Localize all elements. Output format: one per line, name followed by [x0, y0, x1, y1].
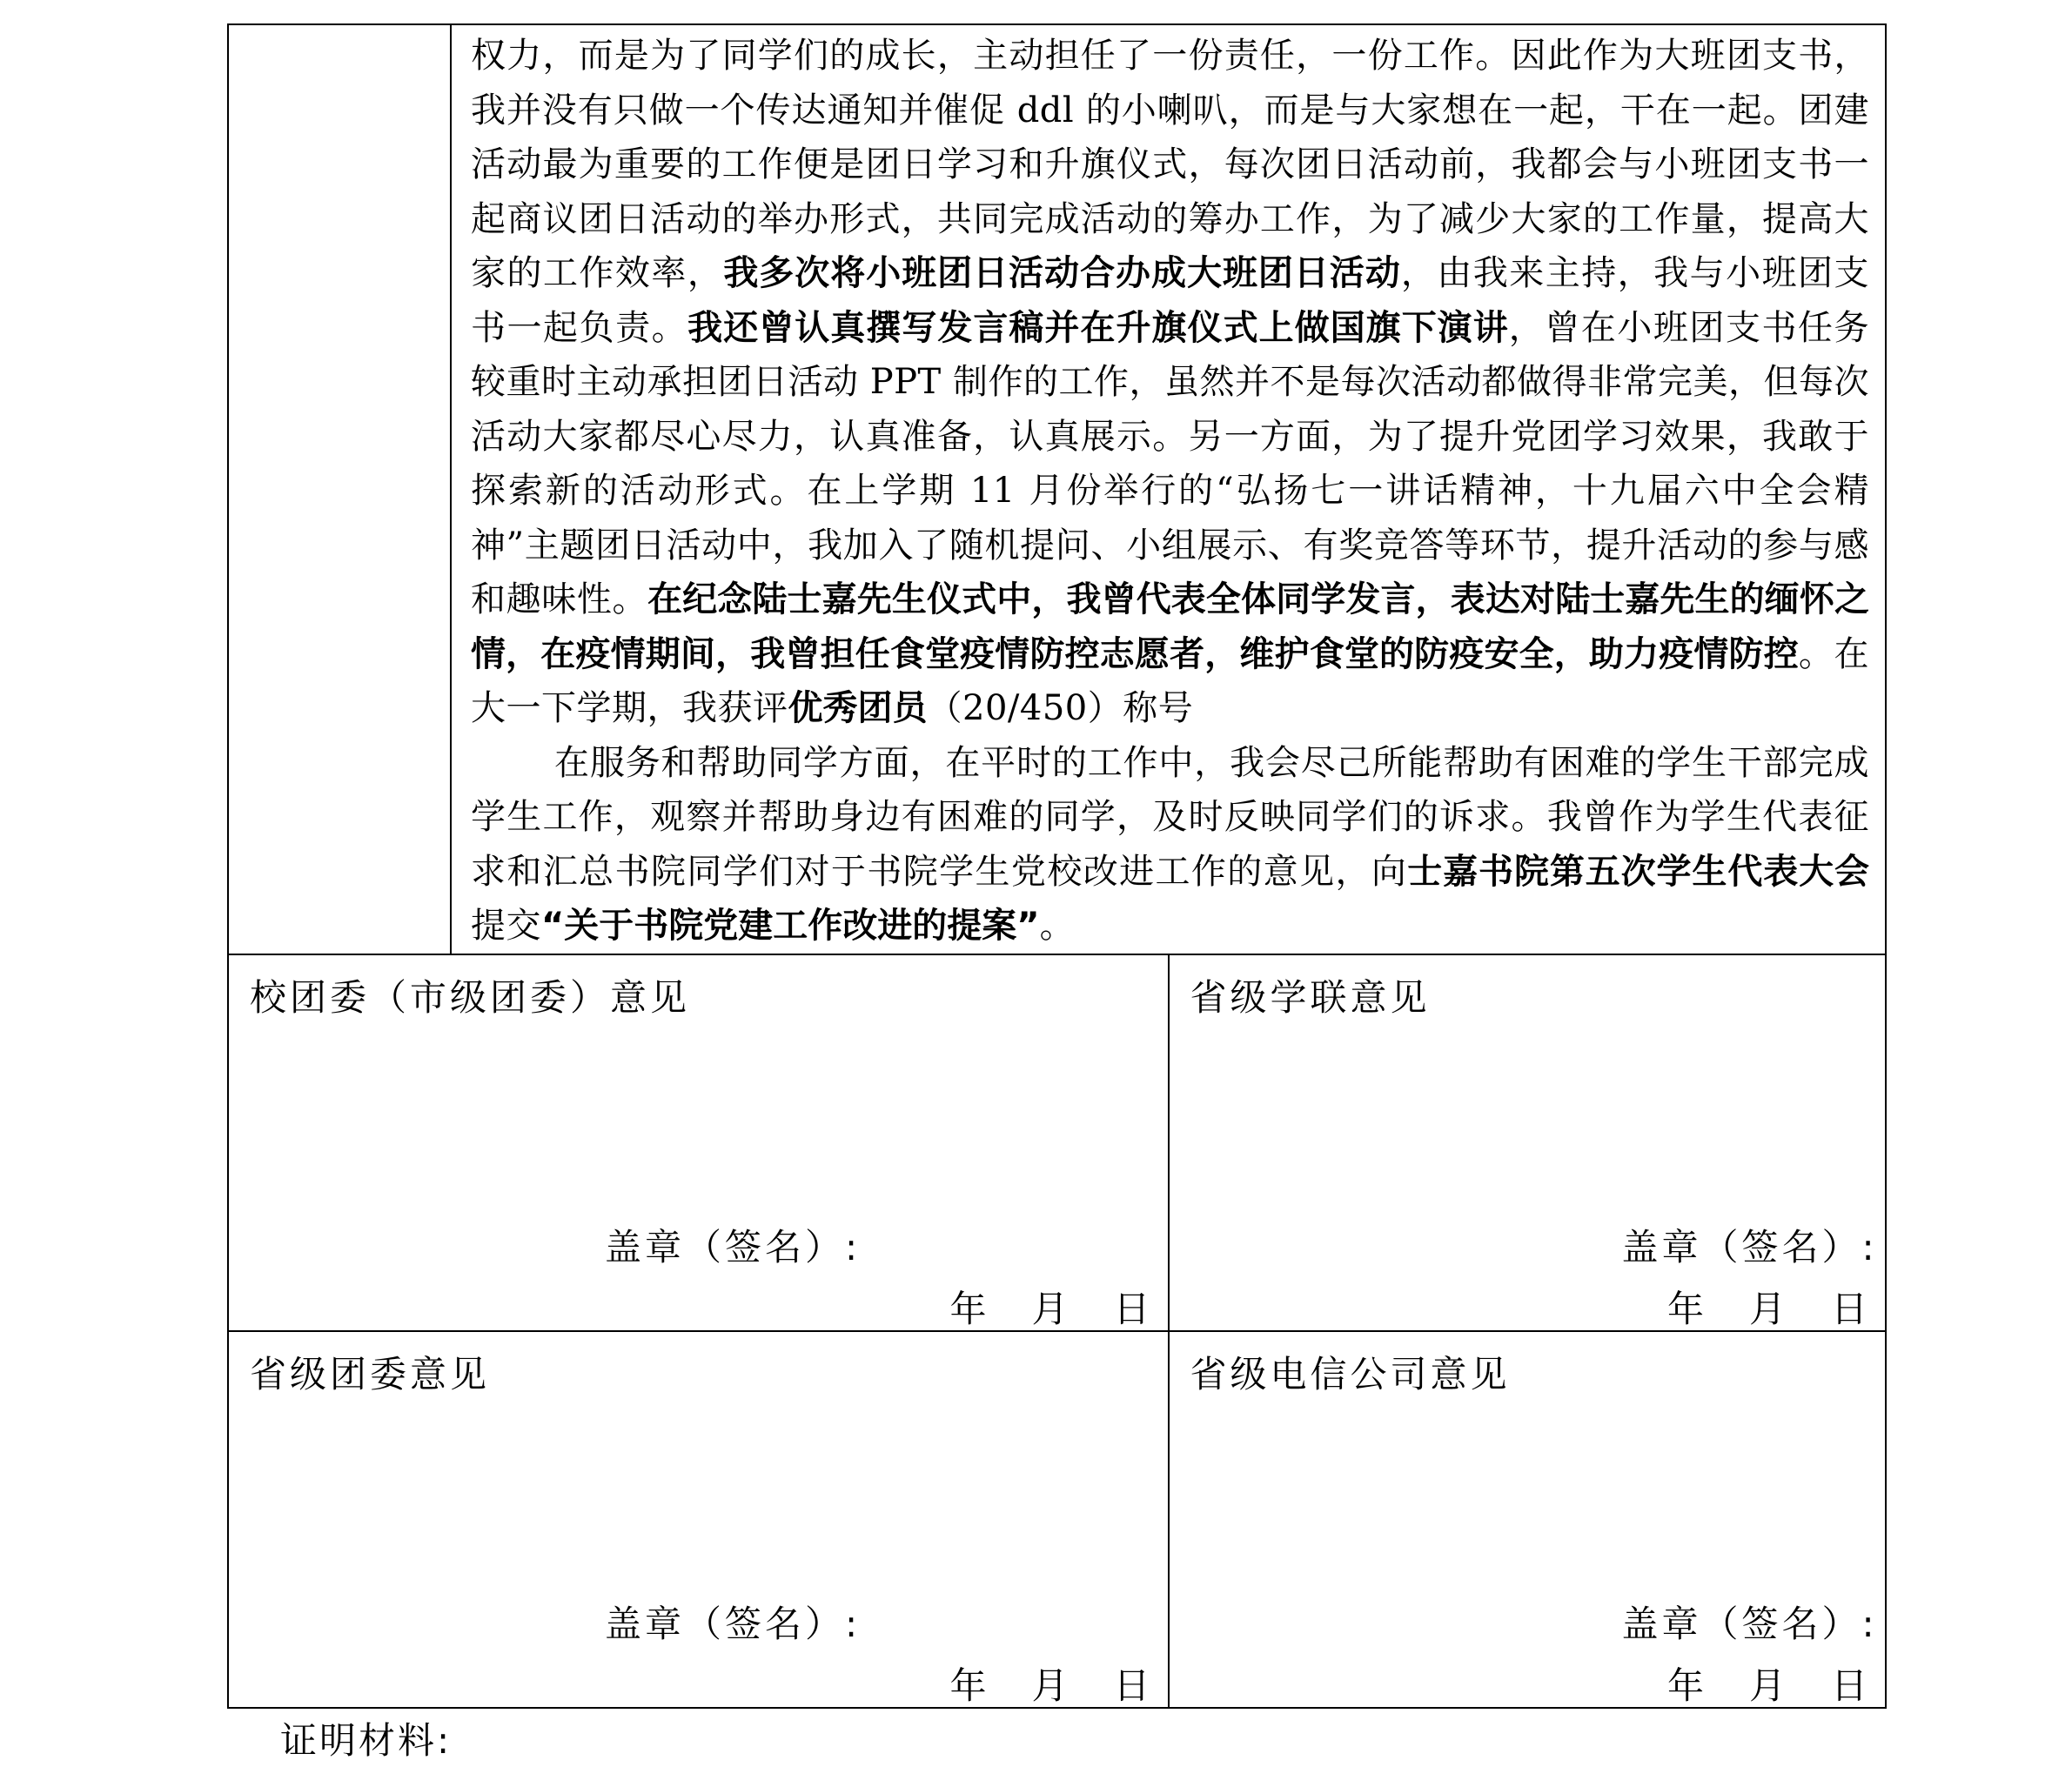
provincial-league-date-line	[949, 1657, 1150, 1710]
month-label: 月	[1748, 1663, 1786, 1707]
month-label: 月	[1031, 1287, 1069, 1330]
body-text: （20/450）称号	[927, 688, 1194, 728]
day-label: 日	[1113, 1287, 1150, 1330]
application-form-table	[227, 23, 1887, 1709]
emphasized-text: 我还曾认真撰写发言稿并在升旗仪式上做国旗下演讲	[687, 307, 1509, 348]
year-label: 年	[949, 1663, 987, 1707]
provincial-student-union-opinion-cell	[1169, 954, 1887, 1331]
body-text: 。	[1039, 906, 1076, 946]
provincial-telecom-seal-label: 盖章（签名）:	[1621, 1602, 1878, 1645]
day-label: 日	[1830, 1663, 1867, 1707]
statement-row	[228, 24, 1886, 954]
body-text: ，由我来主持，我与小班团支书一起负责。	[471, 253, 1870, 348]
month-label: 月	[1748, 1287, 1786, 1330]
statement-cell	[451, 24, 1886, 954]
school-league-seal-label: 盖章（签名）:	[605, 1225, 862, 1268]
provincial-league-seal-label: 盖章（签名）:	[605, 1602, 862, 1645]
body-text: 。在大一下学期，我获评	[471, 633, 1870, 728]
month-label: 月	[1031, 1663, 1069, 1707]
statement-paragraph-2	[471, 736, 1869, 954]
body-text: ，曾在小班团支书任务较重时主动承担团日活动 PPT 制作的工作，虽然并不是每次活动都做得非常完美，但每次活动大家都尽心尽力，认真准备，认真展示。另一方面，为了提升党团学习效果，我敢于探索新的活动形式。在上学期 11 月份举行的“弘扬七一讲话精神，十九届六中全会精神”主题团日活动中，我加入了随机提问、小组展示、有奖竞答等环节，提升活动的参与感和趣味性。	[471, 307, 1870, 619]
body-text: 在服务和帮助同学方面，在平时的工作中，我会尽己所能帮助有困难的学生干部完成学生工作，观察并帮助身边有困难的同学，及时反映同学们的诉求。我曾作为学生代表征求和汇总书院同学们对于书院学生党校改进工作的意见，向	[471, 742, 1869, 892]
year-label: 年	[1666, 1287, 1704, 1330]
school-league-date-line	[949, 1281, 1150, 1333]
provincial-student-union-opinion-title: 省级学联意见	[1190, 975, 1431, 1019]
body-text: 权力，而是为了同学们的成长，主动担任了一份责任，一份工作。因此作为大班团支书，我并没有只做一个传达通知并催促 ddl 的小喇叭，而是与大家想在一起，干在一起。团建活动最为重要的工作便是团日学习和升旗仪式，每次团日活动前，我都会与小班团支书一起商议团日活动的举办形式，共同完成活动的筹办工作，为了减少大家的工作量，提高大家的工作效率，	[471, 36, 1869, 293]
emphasized-text: 优秀团员	[788, 688, 928, 728]
emphasized-text: “关于书院党建工作改进的提案”	[541, 906, 1040, 946]
supporting-materials-label: 证明材料:	[280, 1719, 453, 1762]
provincial-student-union-seal-label: 盖章（签名）:	[1621, 1225, 1878, 1268]
school-league-opinion-title: 校团委（市级团委）意见	[250, 975, 691, 1019]
year-label: 年	[1666, 1663, 1704, 1707]
provincial-telecom-opinion-cell	[1169, 1331, 1887, 1708]
body-text: 提交	[471, 906, 541, 946]
emphasized-text: 士嘉书院第五次学生代表大会	[1407, 851, 1870, 892]
statement-paragraph-1	[471, 29, 1869, 736]
provincial-league-opinion-title: 省级团委意见	[250, 1352, 491, 1396]
opinion-row-1	[228, 954, 1886, 1331]
provincial-student-union-date-line	[1667, 1281, 1867, 1333]
provincial-telecom-date-line	[1667, 1657, 1867, 1710]
emphasized-text: 在纪念陆士嘉先生仪式中，我曾代表全体同学发言，表达对陆士嘉先生的缅怀之情，在疫情期间，我曾担任食堂疫情防控志愿者，维护食堂的防疫安全，助力疫情防控	[471, 579, 1870, 674]
day-label: 日	[1113, 1663, 1150, 1707]
row-label-cell	[228, 24, 451, 954]
provincial-league-opinion-cell	[228, 1331, 1169, 1708]
opinion-row-2	[228, 1331, 1886, 1708]
year-label: 年	[949, 1287, 987, 1330]
provincial-telecom-opinion-title: 省级电信公司意见	[1190, 1352, 1511, 1396]
emphasized-text: 我多次将小班团日活动合办成大班团日活动	[723, 253, 1401, 293]
school-league-opinion-cell	[228, 954, 1169, 1331]
day-label: 日	[1830, 1287, 1867, 1330]
